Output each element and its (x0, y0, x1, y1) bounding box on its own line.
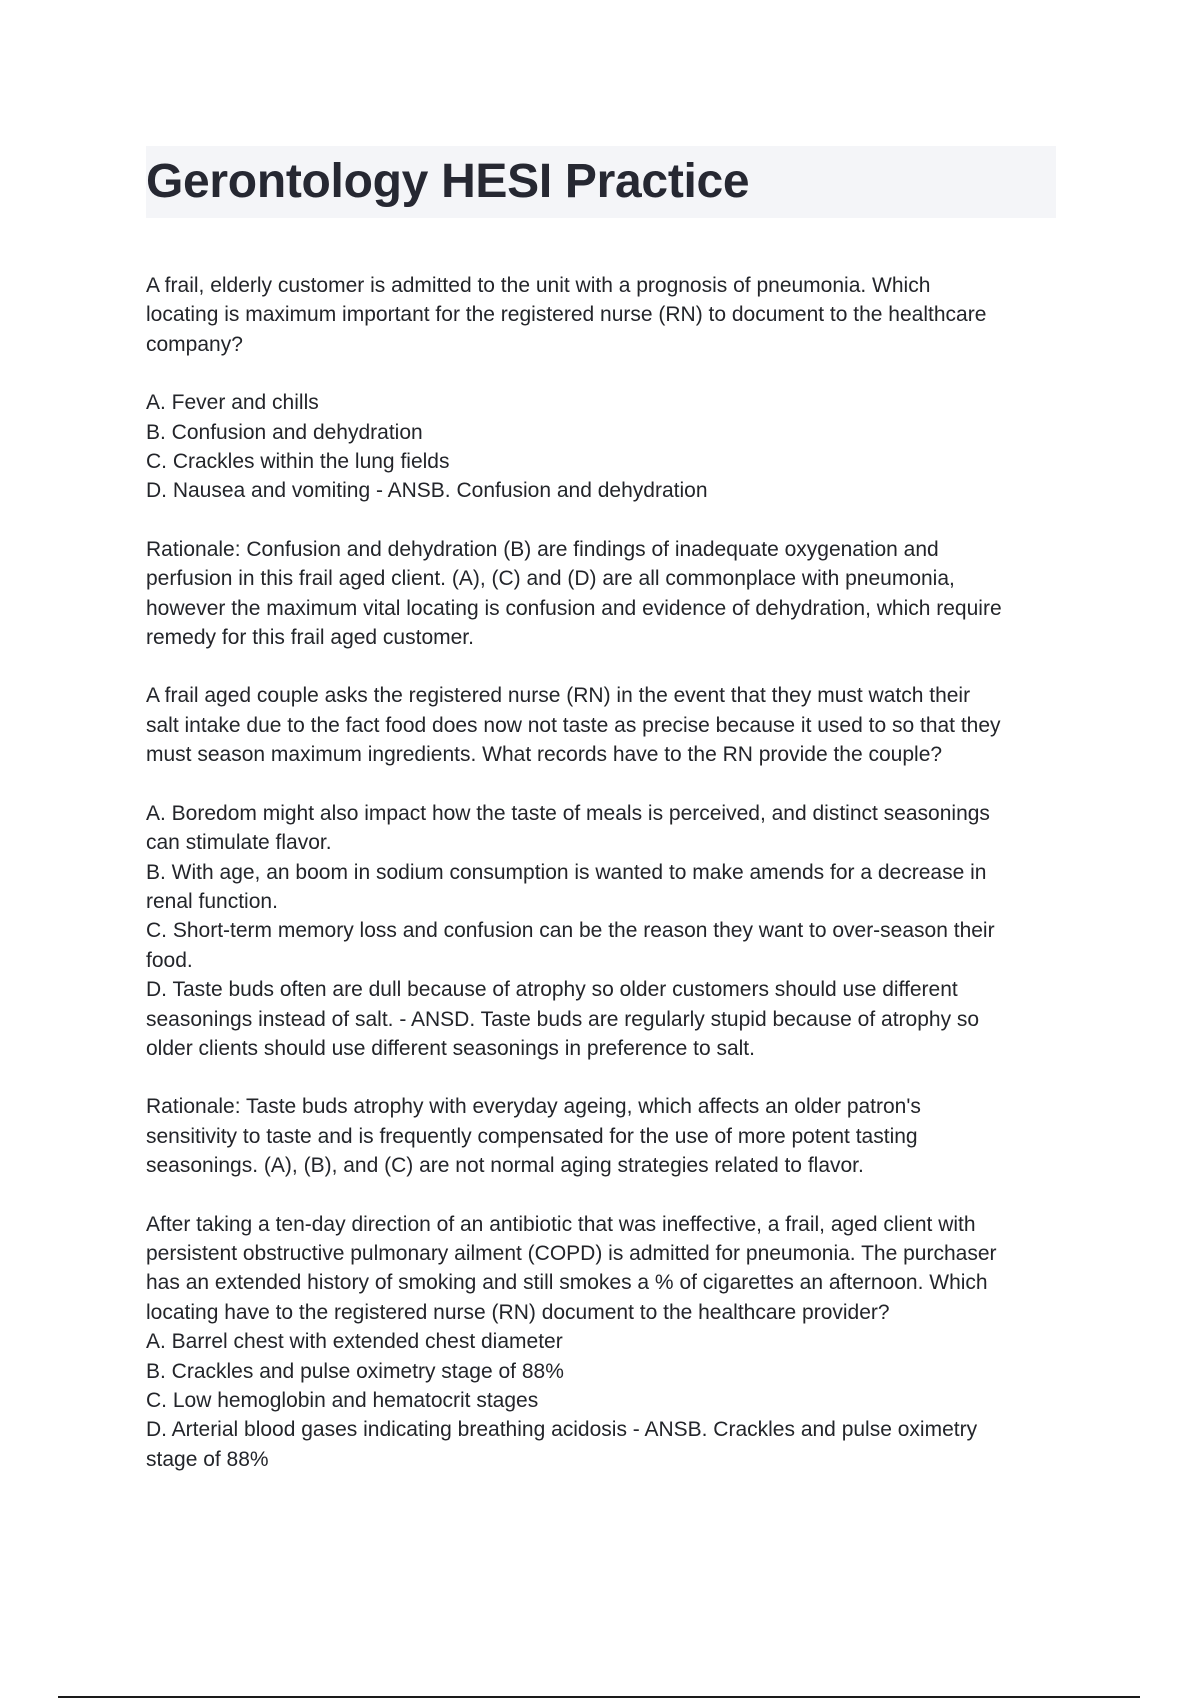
document-body (146, 271, 1066, 1503)
footer-divider (58, 1696, 1140, 1698)
text-line: seasonings. (A), (B), and (C) are not normal aging strategies related to flavor. (146, 1154, 864, 1178)
page-title: Gerontology HESI Practice (146, 155, 750, 208)
option-line: B. Confusion and dehydration (146, 420, 423, 444)
text-line: however the maximum vital locating is confusion and evidence of dehydration, which require (146, 596, 1002, 620)
text-line: Rationale: Confusion and dehydration (B) are findings of inadequate oxygenation and (146, 537, 939, 561)
option-line: A. Barrel chest with extended chest diameter (146, 1330, 563, 1354)
text-line: must season maximum ingredients. What records have to the RN provide the couple? (146, 743, 943, 767)
option-line: B. Crackles and pulse oximetry stage of 88% (146, 1359, 564, 1383)
option-line: seasonings instead of salt. - ANSD. Taste buds are regularly stupid because of atrophy so (146, 1007, 980, 1031)
text-line: locating have to the registered nurse (RN) document to the healthcare provider? (146, 1300, 890, 1324)
text-line: After taking a ten-day direction of an antibiotic that was ineffective, a frail, aged client with (146, 1212, 976, 1236)
option-line: food. (146, 948, 193, 972)
text-line: persistent obstructive pulmonary ailment (COPD) is admitted for pneumonia. The purchaser (146, 1241, 997, 1265)
question-2-options (146, 799, 1066, 1064)
text-line: A frail aged couple asks the registered nurse (RN) in the event that they must watch their (146, 684, 971, 708)
option-line: A. Fever and chills (146, 391, 319, 415)
text-line: remedy for this frail aged customer. (146, 626, 474, 650)
option-line: B. With age, an boom in sodium consumption is wanted to make amends for a decrease in (146, 860, 987, 884)
option-line: renal function. (146, 889, 278, 913)
question-1-paragraph (146, 271, 1066, 359)
question-3-paragraph (146, 1210, 1066, 1475)
text-line: perfusion in this frail aged client. (A), (C) and (D) are all commonplace with pneumonia, (146, 567, 955, 591)
text-line: A frail, elderly customer is admitted to the unit with a prognosis of pneumonia. Which (146, 274, 931, 297)
rationale-2-paragraph (146, 1092, 1066, 1180)
option-line: older clients should use different seasonings in preference to salt. (146, 1036, 755, 1060)
text-line: company? (146, 332, 243, 356)
option-line: C. Low hemoglobin and hematocrit stages (146, 1389, 539, 1412)
rationale-1-paragraph (146, 535, 1066, 653)
option-line: D. Taste buds often are dull because of atrophy so older customers should use different (146, 978, 958, 1002)
title-banner (146, 146, 1056, 218)
question-1-options (146, 388, 1066, 506)
option-line: D. Nausea and vomiting - ANSB. Confusion and dehydration (146, 479, 708, 503)
option-line: C. Crackles within the lung fields (146, 450, 450, 474)
text-line: has an extended history of smoking and still smokes a % of cigarettes an afternoon. Which (146, 1271, 988, 1295)
option-line: stage of 88% (146, 1447, 269, 1471)
text-line: salt intake due to the fact food does now not taste as precise because it used to so that they (146, 713, 1001, 737)
text-line: locating is maximum important for the registered nurse (RN) to document to the healthcare (146, 303, 987, 327)
option-line: D. Arterial blood gases indicating breathing acidosis - ANSB. Crackles and pulse oximetry (146, 1418, 978, 1442)
text-line: Rationale: Taste buds atrophy with everyday ageing, which affects an older patron's (146, 1095, 921, 1119)
option-line: can stimulate flavor. (146, 831, 332, 855)
text-line: sensitivity to taste and is frequently compensated for the use of more potent tasting (146, 1124, 918, 1148)
question-2-paragraph (146, 681, 1066, 769)
option-line: C. Short-term memory loss and confusion can be the reason they want to over-season their (146, 919, 995, 943)
option-line: A. Boredom might also impact how the taste of meals is perceived, and distinct seasonings (146, 801, 990, 825)
